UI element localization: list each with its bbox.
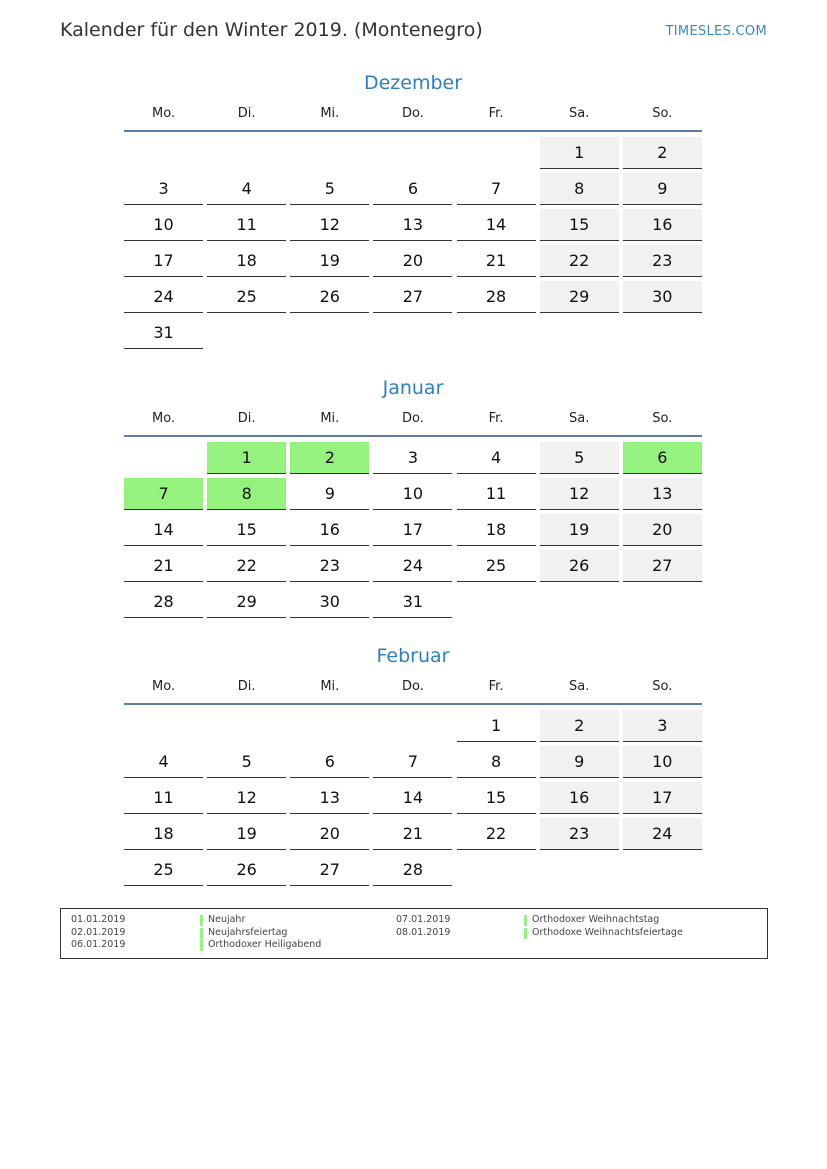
month-title: Dezember bbox=[363, 72, 463, 94]
day-cell: 13 bbox=[290, 782, 369, 814]
day-cell: 25 bbox=[124, 854, 203, 886]
empty-day-cell bbox=[207, 710, 286, 741]
weekend-day-cell: 3 bbox=[623, 710, 702, 742]
legend-date: 07.01.2019 bbox=[396, 914, 451, 925]
weekend-day-cell: 1 bbox=[540, 137, 619, 169]
day-cell: 6 bbox=[373, 173, 452, 205]
legend-holiday-name: Orthodoxer Heiligabend bbox=[208, 939, 322, 950]
day-cell: 5 bbox=[290, 173, 369, 205]
day-cell: 25 bbox=[457, 550, 536, 582]
weekend-day-cell: 23 bbox=[540, 818, 619, 850]
weekend-day-cell: 30 bbox=[623, 281, 702, 313]
legend-color-swatch bbox=[524, 915, 527, 926]
week-row bbox=[122, 209, 704, 245]
week-row bbox=[122, 173, 704, 209]
day-cell: 19 bbox=[290, 245, 369, 277]
day-cell: 30 bbox=[290, 586, 369, 618]
empty-day-cell bbox=[623, 586, 702, 617]
day-cell: 13 bbox=[373, 209, 452, 241]
day-grid bbox=[122, 442, 704, 622]
day-cell: 3 bbox=[373, 442, 452, 474]
weekend-day-cell: 13 bbox=[623, 478, 702, 510]
weekend-day-cell: 20 bbox=[623, 514, 702, 546]
week-row bbox=[122, 245, 704, 281]
week-row bbox=[122, 550, 704, 586]
header-rule bbox=[124, 130, 702, 132]
day-cell: 17 bbox=[373, 514, 452, 546]
header-rule bbox=[124, 435, 702, 437]
day-cell: 22 bbox=[207, 550, 286, 582]
week-row bbox=[122, 442, 704, 478]
weekday-label: So. bbox=[652, 679, 673, 694]
weekend-day-cell: 26 bbox=[540, 550, 619, 582]
month-1 bbox=[122, 375, 704, 622]
weekend-day-cell: 12 bbox=[540, 478, 619, 510]
month-title: Januar bbox=[382, 377, 444, 399]
legend-holiday-name: Neujahr bbox=[208, 914, 246, 925]
day-cell: 28 bbox=[373, 854, 452, 886]
weekend-day-cell: 2 bbox=[540, 710, 619, 742]
weekend-day-cell: 24 bbox=[623, 818, 702, 850]
weekday-label: So. bbox=[652, 411, 673, 426]
weekday-label: Mo. bbox=[152, 106, 176, 121]
legend-holiday-name: Orthodoxer Weihnachtstag bbox=[532, 914, 660, 925]
day-cell: 28 bbox=[457, 281, 536, 313]
day-cell: 11 bbox=[207, 209, 286, 241]
legend-color-swatch bbox=[200, 915, 203, 926]
week-row bbox=[122, 782, 704, 818]
empty-day-cell bbox=[290, 137, 369, 168]
weekday-label: Mi. bbox=[320, 411, 340, 426]
legend-date: 06.01.2019 bbox=[71, 939, 126, 950]
legend-holiday-name: Neujahrsfeiertag bbox=[208, 926, 288, 938]
day-cell: 25 bbox=[207, 281, 286, 313]
empty-day-cell bbox=[623, 317, 702, 348]
weekday-header bbox=[122, 411, 704, 435]
weekend-day-cell: 15 bbox=[540, 209, 619, 241]
day-cell: 21 bbox=[457, 245, 536, 277]
empty-day-cell bbox=[540, 317, 619, 348]
holiday-day-cell: 1 bbox=[207, 442, 286, 474]
day-cell: 24 bbox=[373, 550, 452, 582]
empty-day-cell bbox=[623, 854, 702, 885]
week-row bbox=[122, 281, 704, 317]
legend-date: 02.01.2019 bbox=[71, 926, 126, 938]
weekday-header bbox=[122, 679, 704, 703]
day-cell: 8 bbox=[457, 746, 536, 778]
day-cell: 31 bbox=[124, 317, 203, 349]
week-row bbox=[122, 746, 704, 782]
weekday-label: Fr. bbox=[488, 106, 504, 121]
day-cell: 20 bbox=[373, 245, 452, 277]
empty-day-cell bbox=[540, 854, 619, 885]
weekday-label: Di. bbox=[237, 679, 256, 694]
weekend-day-cell: 9 bbox=[540, 746, 619, 778]
day-cell: 7 bbox=[457, 173, 536, 205]
holiday-day-cell: 7 bbox=[124, 478, 203, 510]
weekday-label: Fr. bbox=[488, 411, 504, 426]
weekday-label: Mo. bbox=[152, 411, 176, 426]
empty-day-cell bbox=[373, 137, 452, 168]
day-cell: 12 bbox=[207, 782, 286, 814]
weekend-day-cell: 16 bbox=[623, 209, 702, 241]
empty-day-cell bbox=[457, 586, 536, 617]
weekend-day-cell: 5 bbox=[540, 442, 619, 474]
weekday-label: So. bbox=[652, 106, 673, 121]
day-cell: 21 bbox=[373, 818, 452, 850]
week-row bbox=[122, 710, 704, 746]
week-row bbox=[122, 586, 704, 622]
day-cell: 7 bbox=[373, 746, 452, 778]
weekday-label: Do. bbox=[402, 106, 424, 121]
day-cell: 16 bbox=[290, 514, 369, 546]
day-cell: 14 bbox=[457, 209, 536, 241]
empty-day-cell bbox=[457, 854, 536, 885]
weekend-day-cell: 27 bbox=[623, 550, 702, 582]
day-cell: 6 bbox=[290, 746, 369, 778]
legend-color-swatch bbox=[200, 940, 203, 951]
brand-link[interactable]: TIMESLES.COM bbox=[665, 24, 767, 39]
weekend-day-cell: 17 bbox=[623, 782, 702, 814]
day-cell: 15 bbox=[207, 514, 286, 546]
empty-day-cell bbox=[124, 442, 203, 473]
day-cell: 24 bbox=[124, 281, 203, 313]
legend-holiday-name: Orthodoxe Weihnachtsfeiertage bbox=[532, 926, 683, 938]
day-cell: 14 bbox=[373, 782, 452, 814]
month-0 bbox=[122, 70, 704, 353]
day-cell: 22 bbox=[457, 818, 536, 850]
day-cell: 4 bbox=[207, 173, 286, 205]
empty-day-cell bbox=[290, 710, 369, 741]
empty-day-cell bbox=[373, 317, 452, 348]
day-cell: 11 bbox=[457, 478, 536, 510]
day-cell: 28 bbox=[124, 586, 203, 618]
holiday-day-cell: 6 bbox=[623, 442, 702, 474]
empty-day-cell bbox=[207, 137, 286, 168]
day-cell: 20 bbox=[290, 818, 369, 850]
weekend-day-cell: 9 bbox=[623, 173, 702, 205]
weekday-label: Sa. bbox=[569, 679, 590, 694]
weekday-header bbox=[122, 106, 704, 130]
weekend-day-cell: 23 bbox=[623, 245, 702, 277]
weekend-day-cell: 22 bbox=[540, 245, 619, 277]
weekday-label: Do. bbox=[402, 679, 424, 694]
page-title: Kalender für den Winter 2019. (Montenegro) bbox=[60, 19, 483, 41]
day-cell: 4 bbox=[124, 746, 203, 778]
day-cell: 12 bbox=[290, 209, 369, 241]
legend-color-swatch bbox=[524, 928, 527, 939]
day-cell: 27 bbox=[290, 854, 369, 886]
week-row bbox=[122, 854, 704, 890]
weekend-day-cell: 19 bbox=[540, 514, 619, 546]
empty-day-cell bbox=[457, 137, 536, 168]
header-rule bbox=[124, 703, 702, 705]
day-cell: 26 bbox=[290, 281, 369, 313]
day-cell: 18 bbox=[457, 514, 536, 546]
day-cell: 31 bbox=[373, 586, 452, 618]
legend-color-swatch bbox=[200, 928, 203, 939]
empty-day-cell bbox=[124, 710, 203, 741]
weekday-label: Mi. bbox=[320, 106, 340, 121]
day-cell: 17 bbox=[124, 245, 203, 277]
weekend-day-cell: 10 bbox=[623, 746, 702, 778]
empty-day-cell bbox=[290, 317, 369, 348]
legend-date: 08.01.2019 bbox=[396, 926, 451, 938]
day-cell: 23 bbox=[290, 550, 369, 582]
empty-day-cell bbox=[540, 586, 619, 617]
week-row bbox=[122, 478, 704, 514]
day-cell: 26 bbox=[207, 854, 286, 886]
week-row bbox=[122, 317, 704, 353]
empty-day-cell bbox=[457, 317, 536, 348]
month-2 bbox=[122, 643, 704, 890]
day-cell: 10 bbox=[124, 209, 203, 241]
empty-day-cell bbox=[207, 317, 286, 348]
day-cell: 27 bbox=[373, 281, 452, 313]
week-row bbox=[122, 514, 704, 550]
weekday-label: Mi. bbox=[320, 679, 340, 694]
day-cell: 10 bbox=[373, 478, 452, 510]
weekend-day-cell: 29 bbox=[540, 281, 619, 313]
weekday-label: Fr. bbox=[488, 679, 504, 694]
day-cell: 15 bbox=[457, 782, 536, 814]
day-cell: 9 bbox=[290, 478, 369, 510]
empty-day-cell bbox=[124, 137, 203, 168]
day-cell: 18 bbox=[207, 245, 286, 277]
holiday-legend bbox=[60, 908, 768, 959]
day-cell: 21 bbox=[124, 550, 203, 582]
holiday-day-cell: 8 bbox=[207, 478, 286, 510]
weekday-label: Di. bbox=[237, 106, 256, 121]
weekday-label: Di. bbox=[237, 411, 256, 426]
weekday-label: Mo. bbox=[152, 679, 176, 694]
day-cell: 14 bbox=[124, 514, 203, 546]
day-cell: 19 bbox=[207, 818, 286, 850]
weekday-label: Do. bbox=[402, 411, 424, 426]
day-cell: 4 bbox=[457, 442, 536, 474]
day-cell: 5 bbox=[207, 746, 286, 778]
month-title: Februar bbox=[376, 645, 450, 667]
weekday-label: Sa. bbox=[569, 106, 590, 121]
day-grid bbox=[122, 137, 704, 353]
weekend-day-cell: 16 bbox=[540, 782, 619, 814]
legend-date: 01.01.2019 bbox=[71, 914, 126, 925]
day-grid bbox=[122, 710, 704, 890]
day-cell: 29 bbox=[207, 586, 286, 618]
week-row bbox=[122, 818, 704, 854]
empty-day-cell bbox=[373, 710, 452, 741]
weekday-label: Sa. bbox=[569, 411, 590, 426]
day-cell: 18 bbox=[124, 818, 203, 850]
weekend-day-cell: 8 bbox=[540, 173, 619, 205]
day-cell: 1 bbox=[457, 710, 536, 742]
week-row bbox=[122, 137, 704, 173]
day-cell: 3 bbox=[124, 173, 203, 205]
day-cell: 11 bbox=[124, 782, 203, 814]
holiday-day-cell: 2 bbox=[290, 442, 369, 474]
weekend-day-cell: 2 bbox=[623, 137, 702, 169]
